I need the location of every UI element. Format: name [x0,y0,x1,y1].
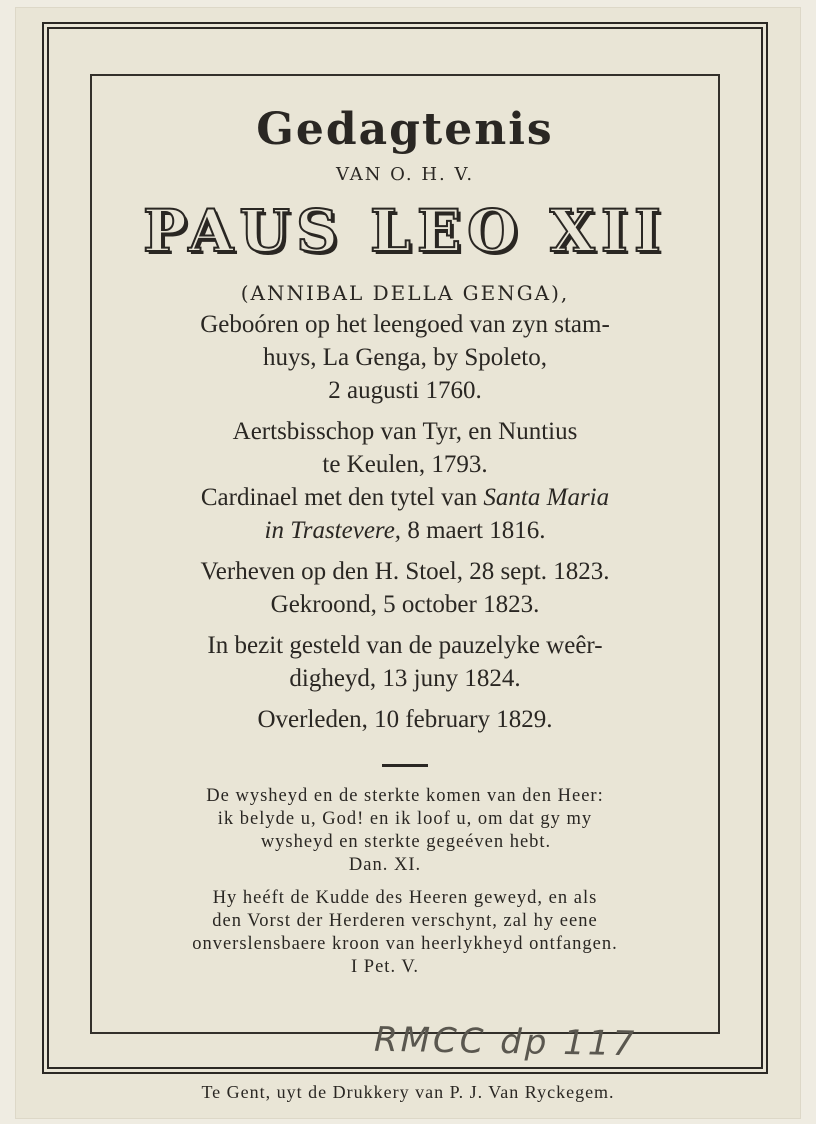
bio-text-italic: Santa Maria [483,484,610,511]
bio-line: Geboóren op het leengoed van zyn stam- [200,311,610,338]
bio-line: te Keulen, 1793. [322,451,488,478]
bio-line: 2 augusti 1760. [328,377,482,404]
bio-line: In bezit gesteld van de pauzelyke weêr- [207,632,603,659]
bio-line: digheyd, 13 juny 1824. [289,665,521,692]
verse-line: De wysheyd en de sterkte komen van den Heer: [206,786,604,806]
pope-name: PAUS LEO XII [142,197,668,265]
divider [382,764,428,767]
card-subtitle: VAN O. H. V. [335,164,475,185]
bio-line [100,514,710,547]
biography [100,308,710,736]
card-title: Gedagtenis [256,104,554,155]
bio-line: huys, La Genga, by Spoleto, [263,344,547,371]
bio-text: 8 maert 1816. [407,517,546,544]
verse-line: ik belyde u, God! en ik loof u, om dat gy my [217,809,593,829]
verse-daniel [100,785,710,877]
bio-line: Gekroond, 5 october 1823. [270,591,540,618]
verse-line: Hy heéft de Kudde des Heeren geweyd, en als [212,888,598,908]
bio-line: Aertsbisschop van Tyr, en Nuntius [232,418,578,445]
verse-line: den Vorst der Herderen verschynt, zal hy eene [212,911,598,931]
verse-line: wysheyd en sterkte gegeéven hebt. [260,832,552,852]
verse-line: onverslensbaere kroon van heerlykheyd ontfangen. [192,934,618,954]
handwritten-inventory-number: RMCC dp 117 [373,1019,638,1065]
printer-imprint: Te Gent, uyt de Drukkery van P. J. Van Ryckegem. [201,1082,615,1102]
bio-line: Overleden, 10 february 1829. [257,706,553,733]
verse-reference: I Pet. V. [351,957,419,977]
card-content [100,96,710,979]
birth-name: (ANNIBAL DELLA GENGA), [240,281,570,305]
verse-peter [100,887,710,979]
bio-line [100,481,710,514]
verse-reference: Dan. XI. [348,855,422,875]
bio-line: Verheven op den H. Stoel, 28 sept. 1823. [200,558,610,585]
bio-text: Cardinael met den tytel van [200,484,478,511]
bio-text-italic: in Trastevere, [264,517,402,544]
